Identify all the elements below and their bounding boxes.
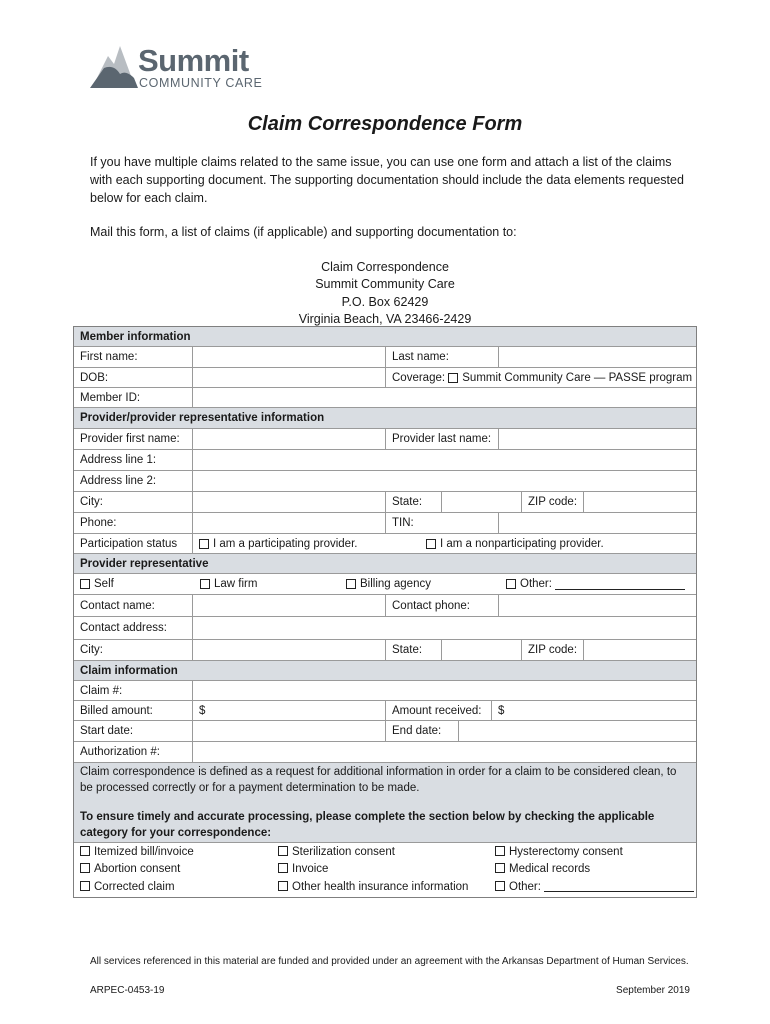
claim-definition-text: Claim correspondence is defined as a request for additional information in order for a claim to be considered clean, to be processed correctly or for a payment determination to be made.	[80, 766, 677, 794]
member-id-field[interactable]	[192, 388, 696, 407]
mountain-logo-icon	[90, 44, 138, 88]
rep-option-law-firm	[194, 574, 340, 594]
end-date-field[interactable]	[458, 721, 696, 741]
law-firm-label: Law firm	[214, 578, 258, 590]
first-name-field[interactable]	[192, 347, 385, 367]
start-date-field[interactable]	[192, 721, 385, 741]
member-id-row	[74, 388, 696, 408]
start-date-label: Start date:	[80, 725, 134, 737]
dob-label: DOB:	[80, 371, 109, 384]
intro-paragraph: If you have multiple claims related to the same issue, you can use one form and attach a list of the claims with each supporting document. The supporting documentation should include the data elements requested below for each claim.	[90, 155, 684, 205]
contact-phone-field[interactable]	[498, 595, 696, 616]
category-checkbox-grid	[74, 843, 696, 898]
provider-first-name-label: Provider first name:	[80, 433, 180, 445]
coverage-label: Coverage:	[392, 371, 446, 384]
itemized-bill-checkbox[interactable]	[80, 846, 90, 856]
rep-other-checkbox[interactable]	[506, 579, 516, 589]
claim-info-header	[74, 661, 696, 681]
category-option	[80, 862, 180, 877]
coverage-checkbox[interactable]	[448, 373, 458, 383]
coverage-cell	[385, 368, 696, 387]
address-line-1-field[interactable]	[192, 450, 696, 470]
sterilization-consent-checkbox[interactable]	[278, 846, 288, 856]
contact-city-label: City:	[80, 644, 103, 656]
contact-state-label: State:	[385, 640, 441, 660]
claim-definition-block	[74, 763, 696, 843]
mail-instructions: Mail this form, a list of claims (if applicable) and supporting documentation to:	[90, 225, 517, 239]
coverage-option-label: Summit Community Care — PASSE program	[462, 371, 693, 384]
phone-label: Phone:	[80, 517, 117, 529]
address-line-2-row	[74, 471, 696, 492]
category-label: Abortion consent	[94, 863, 181, 875]
summit-logo	[90, 44, 270, 90]
category-option	[278, 845, 395, 860]
amount-row	[74, 701, 696, 721]
billed-amount-field[interactable]: $	[192, 701, 385, 720]
participating-option	[192, 534, 428, 553]
abortion-consent-checkbox[interactable]	[80, 863, 90, 873]
category-label: Other:	[509, 881, 541, 893]
address-line-2-field[interactable]	[192, 471, 696, 491]
contact-address-label: Contact address:	[80, 622, 167, 634]
rep-option-other	[500, 574, 696, 594]
dates-row	[74, 721, 696, 742]
category-label: Medical records	[509, 863, 591, 875]
provider-city-row	[74, 492, 696, 513]
section-title: Claim information	[80, 664, 178, 677]
amount-received-field[interactable]: $	[491, 701, 696, 720]
member-name-row	[74, 347, 696, 368]
logo-subtitle: COMMUNITY CARE	[139, 76, 263, 90]
category-instruction-text: To ensure timely and accurate processing, please complete the section below by checking the applicable category for your correspondence:	[80, 811, 655, 839]
contact-city-row	[74, 640, 696, 661]
member-id-label: Member ID:	[80, 391, 141, 404]
phone-field[interactable]	[192, 513, 385, 533]
category-option	[278, 862, 328, 877]
rep-option-self	[74, 574, 194, 594]
page-title: Claim Correspondence Form	[247, 113, 523, 135]
category-label: Hysterectomy consent	[509, 846, 623, 858]
address-line: P.O. Box 62429	[341, 294, 429, 309]
hysterectomy-consent-checkbox[interactable]	[495, 846, 505, 856]
corrected-claim-checkbox[interactable]	[80, 881, 90, 891]
member-dob-row	[74, 368, 696, 388]
contact-address-field[interactable]	[192, 617, 696, 639]
provider-name-row	[74, 429, 696, 450]
participation-row	[74, 534, 696, 554]
contact-name-row	[74, 595, 696, 617]
category-label: Sterilization consent	[292, 846, 395, 858]
provider-info-header	[74, 408, 696, 429]
section-title: Provider representative	[80, 557, 209, 570]
provider-first-name-field[interactable]	[192, 429, 385, 449]
category-other-checkbox[interactable]	[495, 881, 505, 891]
category-other-field[interactable]	[544, 881, 694, 892]
provider-last-name-label: Provider last name:	[385, 429, 498, 449]
authorization-label: Authorization #:	[80, 746, 160, 758]
nonparticipating-label: I am a nonparticipating provider.	[440, 537, 604, 550]
category-option	[80, 880, 175, 895]
state-field[interactable]	[441, 492, 521, 512]
participating-checkbox[interactable]	[199, 539, 209, 549]
first-name-label: First name:	[80, 351, 138, 363]
nonparticipating-option	[420, 534, 696, 553]
city-label: City:	[80, 496, 103, 508]
self-checkbox[interactable]	[80, 579, 90, 589]
contact-state-field[interactable]	[441, 640, 521, 660]
category-option	[278, 880, 468, 895]
contact-city-field[interactable]	[192, 640, 385, 660]
provider-last-name-field[interactable]	[498, 429, 696, 449]
footer-disclaimer: All services referenced in this material are funded and provided under an agreement with the Arkansas Department of Human Services.	[90, 956, 689, 967]
nonparticipating-checkbox[interactable]	[426, 539, 436, 549]
category-label: Other health insurance information	[292, 881, 469, 893]
rep-option-billing-agency	[340, 574, 500, 594]
contact-address-row	[74, 617, 696, 640]
city-field[interactable]	[192, 492, 385, 512]
phone-row	[74, 513, 696, 534]
amount-received-label: Amount received:	[385, 701, 491, 720]
participating-label: I am a participating provider.	[213, 537, 358, 550]
category-option	[495, 845, 623, 860]
address-line-2-label: Address line 2:	[80, 475, 157, 487]
billing-agency-label: Billing agency	[360, 578, 431, 590]
self-label: Self	[94, 578, 114, 590]
claim-form	[73, 326, 697, 898]
invoice-checkbox[interactable]	[278, 863, 288, 873]
contact-zip-field[interactable]	[583, 640, 696, 660]
footer-code: ARPEC-0453-19	[90, 985, 165, 996]
address-line-1-label: Address line 1:	[80, 454, 157, 466]
last-name-field[interactable]	[498, 347, 696, 367]
billing-agency-checkbox[interactable]	[346, 579, 356, 589]
footer-date: September 2019	[616, 985, 690, 996]
last-name-label: Last name:	[385, 347, 498, 367]
contact-zip-label: ZIP code:	[521, 640, 583, 660]
authorization-row	[74, 742, 696, 763]
address-line-1-row	[74, 450, 696, 471]
state-label: State:	[385, 492, 441, 512]
authorization-field[interactable]	[192, 742, 696, 762]
category-label: Invoice	[292, 863, 329, 875]
contact-name-label: Contact name:	[80, 599, 155, 612]
representative-header	[74, 554, 696, 574]
category-label: Corrected claim	[94, 881, 175, 893]
claim-number-field[interactable]	[192, 681, 696, 700]
participation-status-label: Participation status	[80, 537, 178, 550]
category-option	[495, 880, 694, 895]
end-date-label: End date:	[385, 721, 458, 741]
claim-number-label: Claim #:	[80, 684, 123, 697]
rep-other-label: Other:	[520, 578, 552, 590]
zip-label: ZIP code:	[521, 492, 583, 512]
tin-field[interactable]	[498, 513, 696, 533]
mailing-address	[0, 241, 770, 329]
category-label: Itemized bill/invoice	[94, 846, 194, 858]
dob-field[interactable]	[192, 368, 385, 387]
rep-other-field[interactable]	[555, 579, 685, 590]
zip-field[interactable]	[583, 492, 696, 512]
logo-name: Summit	[138, 43, 249, 78]
billed-amount-label: Billed amount:	[80, 704, 153, 717]
address-line: Summit Community Care	[315, 277, 455, 291]
category-option	[495, 862, 590, 877]
section-title: Provider/provider representative information	[80, 412, 325, 424]
member-info-header	[74, 327, 696, 347]
contact-phone-label: Contact phone:	[385, 595, 498, 616]
claim-number-row	[74, 681, 696, 701]
medical-records-checkbox[interactable]	[495, 863, 505, 873]
contact-name-field[interactable]	[192, 595, 385, 616]
section-title: Member information	[80, 330, 191, 343]
law-firm-checkbox[interactable]	[200, 579, 210, 589]
tin-label: TIN:	[385, 513, 498, 533]
representative-options-row	[74, 574, 696, 595]
address-line: Claim Correspondence	[321, 259, 449, 274]
address-line: Virginia Beach, VA 23466-2429	[298, 312, 472, 326]
category-option	[80, 845, 194, 860]
other-health-insurance-checkbox[interactable]	[278, 881, 288, 891]
